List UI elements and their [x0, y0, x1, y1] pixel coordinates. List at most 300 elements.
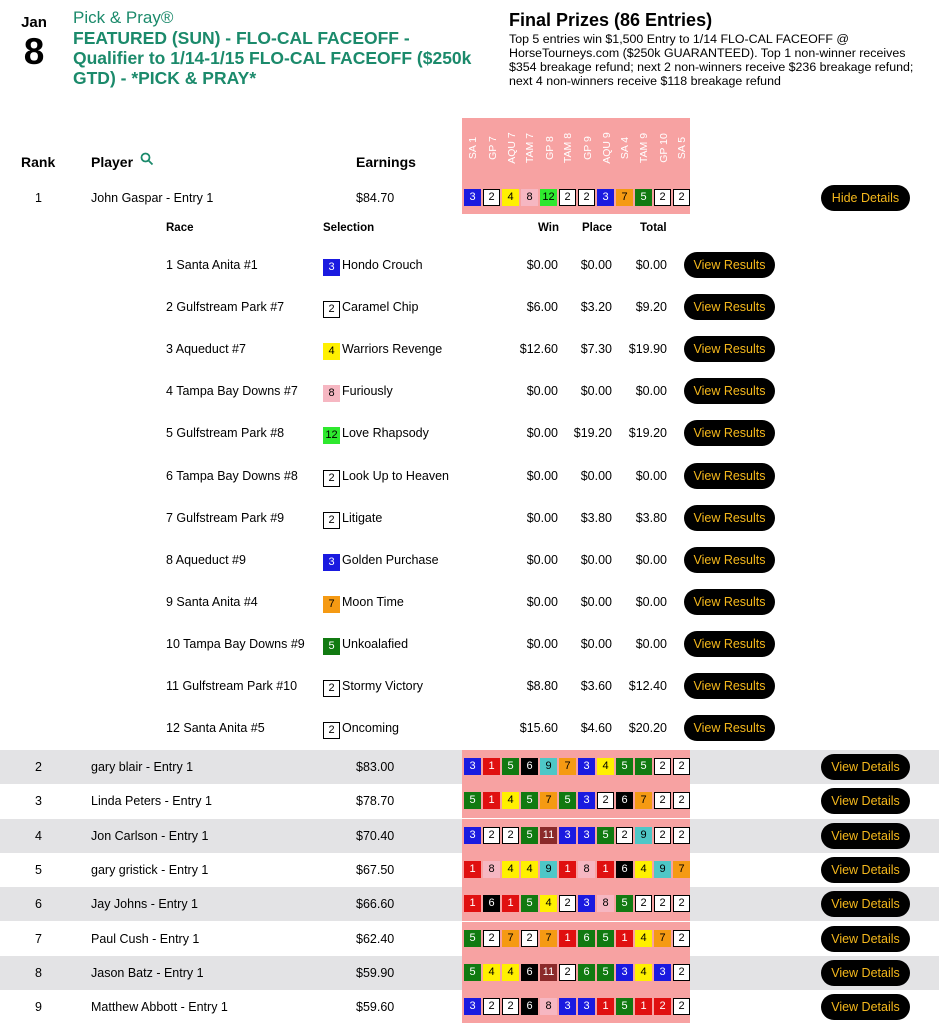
selection-horse: Hondo Crouch — [342, 258, 423, 272]
detail-race: 12 Santa Anita #5 — [166, 721, 265, 736]
pick-chip: 2 — [654, 998, 671, 1015]
selection-number: 2 — [323, 722, 340, 739]
selection-number: 3 — [323, 554, 340, 571]
pick-chip: 5 — [597, 827, 614, 844]
pick-chip: 5 — [559, 792, 576, 809]
pick-chip: 2 — [559, 895, 576, 912]
detail-win: $0.00 — [526, 426, 558, 441]
detail-race: 3 Aqueduct #7 — [166, 342, 246, 357]
race-header — [578, 118, 597, 178]
pick-chip: 2 — [483, 998, 500, 1015]
earnings: $66.60 — [356, 897, 395, 912]
player-name: Matthew Abbott - Entry 1 — [91, 1000, 228, 1015]
detail-place: $3.60 — [580, 679, 612, 693]
pick-chip: 2 — [635, 895, 652, 912]
earnings: $84.70 — [356, 191, 395, 205]
detail-race: 4 Tampa Bay Downs #7 — [166, 384, 298, 399]
pick-chip: 3 — [464, 189, 481, 206]
selection-number: 12 — [323, 427, 340, 444]
earnings: $70.40 — [356, 828, 395, 843]
pick-chip: 8 — [483, 861, 500, 878]
rank: 8 — [35, 965, 42, 980]
view-results-button[interactable]: View Results — [684, 673, 775, 699]
pick-chip: 8 — [597, 895, 614, 912]
pick-chip: 1 — [483, 758, 500, 775]
earnings: $59.60 — [356, 1000, 395, 1015]
picks — [464, 998, 690, 1015]
pick-chip: 5 — [521, 895, 538, 912]
pick-chip: 3 — [597, 189, 614, 206]
pick-chip: 12 — [540, 189, 557, 206]
view-details-button[interactable]: View Details — [821, 754, 910, 780]
race-header-label: AQU 9 — [600, 132, 613, 164]
detail-win: $0.00 — [526, 552, 558, 567]
view-results-button[interactable]: View Results — [684, 252, 775, 278]
player-name: Jon Carlson - Entry 1 — [91, 828, 209, 843]
hide-details-button[interactable]: Hide Details — [821, 185, 910, 211]
race-header-label: TAM 9 — [638, 132, 651, 164]
pick-chip: 5 — [502, 758, 519, 775]
picks — [464, 189, 690, 206]
view-results-button[interactable]: View Results — [684, 420, 775, 446]
rank: 4 — [35, 828, 42, 843]
brand-name: Pick & Pray® — [73, 8, 174, 27]
pick-chip: 2 — [673, 895, 690, 912]
pick-chip: 6 — [521, 964, 538, 981]
table-row — [0, 750, 939, 784]
pick-chip: 2 — [616, 827, 633, 844]
player-header: Player — [91, 154, 134, 170]
pick-chip: 5 — [616, 895, 633, 912]
race-header-label: GP 8 — [543, 136, 556, 160]
detail-selection-header: Selection — [323, 222, 375, 234]
pick-chip: 1 — [483, 792, 500, 809]
pick-chip: 5 — [597, 930, 614, 947]
view-details-button[interactable]: View Details — [821, 823, 910, 849]
picks — [464, 758, 690, 775]
pick-chip: 8 — [578, 861, 595, 878]
selection-number: 2 — [323, 301, 340, 318]
table-row-leader — [0, 180, 939, 214]
picks — [464, 827, 690, 844]
pick-chip: 4 — [502, 861, 519, 878]
pick-chip: 1 — [502, 895, 519, 912]
detail-place: $0.00 — [580, 468, 612, 483]
race-header — [502, 118, 521, 178]
earnings: $62.40 — [356, 931, 395, 946]
detail-total: $0.00 — [635, 258, 667, 272]
pick-chip: 3 — [559, 998, 576, 1015]
detail-win: $0.00 — [526, 594, 558, 609]
rank: 6 — [35, 897, 42, 912]
player-name: John Gaspar - Entry 1 — [91, 191, 214, 205]
detail-place: $7.30 — [580, 342, 612, 357]
detail-total: $19.20 — [628, 426, 667, 441]
detail-place-header: Place — [582, 222, 613, 234]
detail-place: $4.60 — [580, 721, 612, 736]
pick-chip: 4 — [502, 964, 519, 981]
pick-chip: 5 — [521, 792, 538, 809]
player-name: Paul Cush - Entry 1 — [91, 931, 200, 946]
detail-row — [0, 665, 939, 707]
picks — [464, 930, 690, 947]
detail-race: 5 Gulfstream Park #8 — [166, 426, 285, 441]
race-header — [521, 118, 540, 178]
detail-race: 7 Gulfstream Park #9 — [166, 510, 285, 525]
view-results-button[interactable]: View Results — [684, 463, 775, 489]
pick-chip: 11 — [540, 964, 557, 981]
pick-chip: 4 — [597, 758, 614, 775]
view-results-button[interactable]: View Results — [684, 589, 775, 615]
pick-chip: 1 — [464, 895, 481, 912]
detail-win: $0.00 — [526, 510, 558, 525]
view-results-button[interactable]: View Results — [684, 505, 775, 531]
selection-number: 4 — [323, 343, 340, 360]
earnings-header: Earnings — [356, 154, 416, 170]
detail-row — [0, 707, 939, 749]
detail-place: $19.20 — [573, 426, 612, 441]
detail-win: $0.00 — [526, 384, 558, 399]
selection-number: 8 — [323, 385, 340, 402]
pick-chip: 7 — [502, 930, 519, 947]
detail-race: 8 Aqueduct #9 — [166, 552, 246, 567]
rank: 9 — [35, 1000, 42, 1015]
event-day: 8 — [23, 31, 45, 72]
view-results-button[interactable]: View Results — [684, 547, 775, 573]
view-details-button[interactable]: View Details — [821, 857, 910, 883]
detail-place: $0.00 — [580, 594, 612, 609]
earnings: $83.00 — [356, 760, 395, 774]
view-results-button[interactable]: View Results — [684, 631, 775, 657]
pick-chip: 2 — [483, 827, 500, 844]
view-details-button[interactable]: View Details — [821, 788, 910, 814]
detail-race: 9 Santa Anita #4 — [166, 594, 258, 609]
pick-chip: 2 — [521, 930, 538, 947]
pick-chip: 5 — [635, 189, 652, 206]
detail-win: $15.60 — [519, 721, 558, 736]
race-header — [483, 118, 502, 178]
detail-total: $3.80 — [635, 510, 667, 525]
pick-chip: 2 — [654, 189, 671, 206]
pick-chip: 1 — [597, 861, 614, 878]
pick-chip: 9 — [635, 827, 652, 844]
pick-chip: 3 — [464, 998, 481, 1015]
pick-chip: 4 — [521, 861, 538, 878]
race-header-label: SA 4 — [619, 136, 632, 160]
detail-row — [0, 412, 939, 454]
detail-race-header: Race — [166, 222, 194, 234]
race-header — [616, 118, 635, 178]
earnings: $67.50 — [356, 862, 395, 877]
pick-chip: 2 — [654, 895, 671, 912]
selection-horse: Stormy Victory — [342, 679, 424, 693]
pick-chip: 2 — [597, 792, 614, 809]
table-row — [0, 887, 939, 921]
race-header — [559, 118, 578, 178]
pick-chip: 2 — [559, 189, 576, 206]
pick-chip: 8 — [521, 189, 538, 206]
pick-chip: 2 — [673, 189, 690, 206]
pick-chip: 7 — [673, 861, 690, 878]
pick-chip: 9 — [654, 861, 671, 878]
race-header — [540, 118, 559, 178]
pick-chip: 3 — [578, 792, 595, 809]
table-row — [0, 819, 939, 853]
selection-horse: Caramel Chip — [342, 300, 419, 315]
pick-chip: 3 — [559, 827, 576, 844]
pick-chip: 6 — [578, 964, 595, 981]
race-header — [635, 118, 654, 178]
event-date — [14, 14, 54, 72]
pick-chip: 1 — [597, 998, 614, 1015]
race-header — [597, 118, 616, 178]
pick-chip: 6 — [578, 930, 595, 947]
detail-race: 11 Gulfstream Park #10 — [166, 679, 298, 693]
picks — [464, 792, 690, 809]
detail-win: $6.00 — [526, 300, 558, 315]
pick-chip: 4 — [635, 964, 652, 981]
detail-row — [0, 539, 939, 581]
pick-chip: 3 — [464, 758, 481, 775]
pick-chip: 8 — [540, 998, 557, 1015]
pick-chip: 7 — [635, 792, 652, 809]
pick-chip: 2 — [483, 930, 500, 947]
table-row — [0, 956, 939, 990]
detail-row — [0, 455, 939, 497]
picks — [464, 895, 690, 912]
pick-chip: 4 — [635, 930, 652, 947]
pick-chip: 2 — [673, 758, 690, 775]
rank-header: Rank — [21, 154, 56, 170]
detail-row — [0, 244, 939, 286]
pick-chip: 5 — [635, 758, 652, 775]
pick-chip: 1 — [464, 861, 481, 878]
pick-chip: 6 — [521, 758, 538, 775]
race-header-label: AQU 7 — [505, 132, 518, 164]
view-results-button[interactable]: View Results — [684, 715, 775, 741]
detail-row — [0, 497, 939, 539]
pick-chip: 2 — [654, 792, 671, 809]
detail-total: $19.90 — [628, 342, 667, 357]
race-header — [673, 118, 692, 178]
selection-horse: Furiously — [342, 384, 393, 399]
rank: 1 — [35, 191, 42, 205]
race-header-label: GP 10 — [657, 133, 670, 163]
pick-chip: 6 — [483, 895, 500, 912]
detail-total: $20.20 — [628, 721, 667, 736]
detail-race: 1 Santa Anita #1 — [166, 258, 258, 272]
detail-row — [0, 328, 939, 370]
pick-chip: 5 — [597, 964, 614, 981]
race-header — [654, 118, 673, 178]
race-header-label: TAM 7 — [524, 132, 537, 164]
pick-chip: 2 — [502, 998, 519, 1015]
selection-number: 2 — [323, 470, 340, 487]
selection-horse: Look Up to Heaven — [342, 468, 450, 483]
selection-horse: Litigate — [342, 510, 383, 525]
selection-number: 7 — [323, 596, 340, 613]
race-header-label: GP 7 — [486, 136, 499, 160]
rank: 3 — [35, 794, 42, 809]
detail-win: $0.00 — [526, 636, 558, 651]
selection-horse: Oncoming — [342, 721, 399, 736]
detail-total: $0.00 — [635, 468, 667, 483]
pick-chip: 4 — [502, 792, 519, 809]
pick-chip: 5 — [464, 930, 481, 947]
pick-chip: 2 — [673, 827, 690, 844]
pick-chip: 1 — [616, 930, 633, 947]
detail-win-header: Win — [538, 222, 559, 234]
table-row — [0, 784, 939, 818]
picks — [464, 861, 690, 878]
prize-info — [509, 10, 929, 88]
pick-chip: 6 — [521, 998, 538, 1015]
player-name: gary blair - Entry 1 — [91, 760, 194, 774]
pick-chip: 9 — [540, 861, 557, 878]
detail-total: $0.00 — [635, 636, 667, 651]
pick-chip: 3 — [616, 964, 633, 981]
pick-chip: 2 — [559, 964, 576, 981]
pick-chip: 2 — [578, 189, 595, 206]
pick-chip: 7 — [654, 930, 671, 947]
pick-chip: 4 — [483, 964, 500, 981]
detail-race: 10 Tampa Bay Downs #9 — [166, 636, 305, 651]
pick-chip: 1 — [559, 930, 576, 947]
pick-chip: 3 — [654, 964, 671, 981]
player-name: Jason Batz - Entry 1 — [91, 965, 204, 980]
detail-place: $0.00 — [580, 258, 612, 272]
pick-chip: 2 — [673, 792, 690, 809]
detail-race: 6 Tampa Bay Downs #8 — [166, 468, 298, 483]
picks — [464, 964, 690, 981]
detail-place: $3.80 — [580, 510, 612, 525]
pick-chip: 2 — [673, 998, 690, 1015]
view-results-button[interactable]: View Results — [684, 294, 775, 320]
event-month: Jan — [21, 14, 47, 31]
detail-row — [0, 286, 939, 328]
event-title-block — [73, 8, 473, 88]
pick-chip: 7 — [540, 930, 557, 947]
table-row — [0, 853, 939, 887]
pick-chip: 6 — [616, 861, 633, 878]
prize-description: Top 5 entries win $1,500 Entry to 1/14 FLO-CAL FACEOFF @ HorseTourneys.com ($250k GUARANTEED). Top 1 non-winner receives $354 breakage refund; next 2 non-winners receive $236 breakage refund; next 4 non-winners receive $118 breakage refund — [509, 32, 914, 88]
pick-chip: 3 — [464, 827, 481, 844]
prize-title: Final Prizes (86 Entries) — [509, 10, 713, 30]
player-name: Linda Peters - Entry 1 — [91, 794, 212, 809]
earnings: $78.70 — [356, 794, 395, 809]
table-row — [0, 990, 939, 1023]
pick-chip: 1 — [559, 861, 576, 878]
pick-chip: 2 — [654, 758, 671, 775]
pick-chip: 3 — [578, 827, 595, 844]
pick-chip: 3 — [578, 895, 595, 912]
search-icon[interactable] — [140, 152, 154, 166]
detail-place: $0.00 — [580, 384, 612, 399]
rank: 2 — [35, 760, 42, 774]
view-details-button[interactable]: View Details — [821, 926, 910, 952]
pick-chip: 1 — [635, 998, 652, 1015]
selection-horse: Love Rhapsody — [342, 426, 429, 441]
detail-total: $0.00 — [635, 384, 667, 399]
detail-win: $0.00 — [526, 468, 558, 483]
earnings: $59.90 — [356, 965, 395, 980]
pick-chip: 11 — [540, 827, 557, 844]
selection-number: 2 — [323, 680, 340, 697]
event-title: FEATURED (SUN) - FLO-CAL FACEOFF - Qualifier to 1/14-1/15 FLO-CAL FACEOFF ($250k GTD) - *PICK & PRAY* — [73, 28, 472, 88]
pick-chip: 4 — [502, 189, 519, 206]
detail-row — [0, 370, 939, 412]
detail-total-header: Total — [640, 222, 667, 234]
race-header-label: GP 9 — [581, 136, 594, 160]
pick-chip: 7 — [559, 758, 576, 775]
view-details-button[interactable]: View Details — [821, 994, 910, 1020]
detail-place: $3.20 — [580, 300, 612, 315]
pick-chip: 3 — [578, 758, 595, 775]
selection-horse: Golden Purchase — [342, 552, 439, 567]
detail-total: $12.40 — [628, 679, 667, 693]
pick-chip: 7 — [616, 189, 633, 206]
pick-chip: 7 — [540, 792, 557, 809]
detail-win: $8.80 — [526, 679, 558, 693]
race-header-label: SA 1 — [467, 136, 480, 160]
detail-race: 2 Gulfstream Park #7 — [166, 300, 285, 315]
detail-total: $9.20 — [635, 300, 667, 315]
detail-row — [0, 581, 939, 623]
selection-number: 5 — [323, 638, 340, 655]
rank: 7 — [35, 931, 42, 946]
pick-chip: 5 — [521, 827, 538, 844]
selection-horse: Warriors Revenge — [342, 342, 443, 357]
pick-chip: 5 — [616, 758, 633, 775]
pick-chip: 4 — [635, 861, 652, 878]
view-results-button[interactable]: View Results — [684, 336, 775, 362]
selection-horse: Unkoalafied — [342, 636, 409, 651]
pick-chip: 5 — [616, 998, 633, 1015]
pick-chip: 5 — [464, 964, 481, 981]
pick-chip: 2 — [673, 964, 690, 981]
detail-total: $0.00 — [635, 594, 667, 609]
selection-horse: Moon Time — [342, 594, 404, 609]
view-results-button[interactable]: View Results — [684, 378, 775, 404]
race-header — [464, 118, 483, 178]
pick-chip: 4 — [540, 895, 557, 912]
pick-chip: 3 — [578, 998, 595, 1015]
selection-number: 2 — [323, 512, 340, 529]
detail-row — [0, 623, 939, 665]
detail-place: $0.00 — [580, 552, 612, 567]
view-details-button[interactable]: View Details — [821, 960, 910, 986]
pick-chip: 2 — [673, 930, 690, 947]
player-name: gary gristick - Entry 1 — [91, 862, 209, 877]
pick-chip: 2 — [483, 189, 500, 206]
pick-chip: 2 — [654, 827, 671, 844]
detail-win: $0.00 — [526, 258, 558, 272]
detail-place: $0.00 — [580, 636, 612, 651]
pick-chip: 2 — [502, 827, 519, 844]
detail-win: $12.60 — [519, 342, 558, 357]
race-header-label: SA 5 — [676, 136, 689, 160]
pick-chip: 6 — [616, 792, 633, 809]
pick-chip: 9 — [540, 758, 557, 775]
table-row — [0, 922, 939, 956]
race-header-label: TAM 8 — [562, 132, 575, 164]
pick-chip: 5 — [464, 792, 481, 809]
rank: 5 — [35, 862, 42, 877]
player-name: Jay Johns - Entry 1 — [91, 897, 198, 912]
detail-total: $0.00 — [635, 552, 667, 567]
selection-number: 3 — [323, 259, 340, 276]
view-details-button[interactable]: View Details — [821, 891, 910, 917]
